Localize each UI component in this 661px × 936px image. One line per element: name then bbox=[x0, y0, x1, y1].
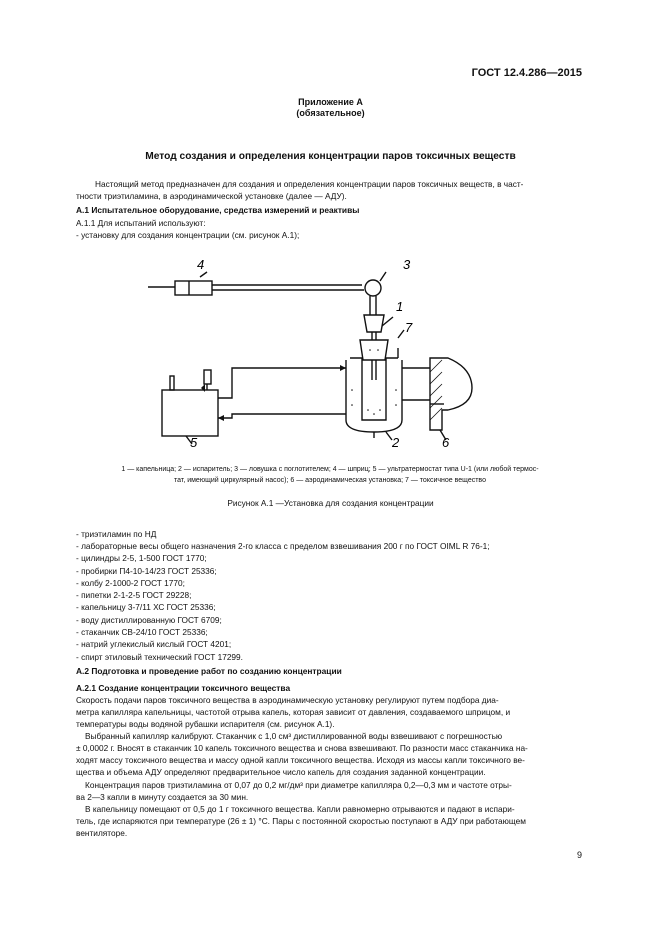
text-line: В капельницу помещают от 0,5 до 1 г токсичного вещества. Капли равномерно отрываются и падают в испари- bbox=[85, 804, 515, 814]
text-line: тель, где испаряются при температуре (26 ± 1) °С. Пары с постоянной скоростью поступают в АДУ при работающем bbox=[76, 816, 526, 826]
tube-return bbox=[218, 414, 346, 418]
label-5: 5 bbox=[190, 435, 198, 450]
tube-supply bbox=[218, 368, 346, 398]
text-line: ходят массу токсичного вещества и массу одной капли токсичного вещества. Исходя из массы капли токсичного ве- bbox=[76, 755, 525, 765]
text-line: метра капилляра капельницы, частотой отрыва капель, которая зависит от давления, создаваемого шприцом, и bbox=[76, 707, 511, 717]
list-item: - триэтиламин по НД bbox=[76, 529, 157, 539]
trap-gauge bbox=[365, 280, 381, 296]
intro-line-2: тности триэтиламина, в аэродинамической установке (далее — АДУ). bbox=[76, 191, 347, 201]
text-line: Скорость подачи паров токсичного вещества в аэродинамическую установку регулируют путем подбора диа- bbox=[76, 695, 499, 705]
figure-title: Рисунок А.1 —Установка для создания концентрации bbox=[227, 498, 434, 508]
text-line: Концентрация паров триэтиламина от 0,07 до 0,2 мг/дм³ при диаметре капилляра 0,2—0,3 мм и частоте отры- bbox=[85, 780, 512, 790]
label-2: 2 bbox=[392, 435, 400, 450]
text-line: ва 2—3 капли в минуту создается за 30 мин. bbox=[76, 792, 249, 802]
section-a1-p1: А.1.1 Для испытаний используют: bbox=[76, 218, 206, 228]
section-a2-heading: А.2 Подготовка и проведение работ по созданию концентрации bbox=[76, 666, 342, 676]
list-item: - колбу 2-1000-2 ГОСТ 1770; bbox=[76, 578, 185, 588]
text-line: температуры воды водяной рубашки испарителя (см. рисунок А.1). bbox=[76, 719, 335, 729]
text-line: щества и объема АДУ определяют предварительное число капель для создания заданной концентрации. bbox=[76, 767, 486, 777]
label-1: 1 bbox=[396, 299, 404, 314]
list-item: - пробирки П4-10-14/23 ГОСТ 25336; bbox=[76, 566, 217, 576]
dropper-top bbox=[364, 315, 384, 332]
label-3: 3 bbox=[403, 257, 411, 272]
standard-number: ГОСТ 12.4.286—2015 bbox=[471, 67, 582, 79]
intro-line-1: Настоящий метод предназначен для создания и определения концентрации паров токсичных веществ, в част- bbox=[95, 179, 524, 189]
section-a1-heading: А.1 Испытательное оборудование, средства измерений и реактивы bbox=[76, 205, 360, 215]
evaporator-jacket bbox=[346, 360, 402, 432]
appendix-status: (обязательное) bbox=[296, 108, 365, 118]
text-line: вентиляторе. bbox=[76, 828, 128, 838]
figure-caption-line-2: тат, имеющий циркулярный насос); 6 — аэродинамическая установка; 7 — токсичное вещество bbox=[174, 477, 486, 484]
text-line: ± 0,0002 г. Вносят в стаканчик 10 капель токсичного вещества и снова взвешивают. По разности масс стаканчика на- bbox=[76, 743, 528, 753]
list-item: - стаканчик СВ-24/10 ГОСТ 25336; bbox=[76, 627, 208, 637]
page-number: 9 bbox=[576, 850, 582, 860]
dropper-funnel bbox=[360, 340, 388, 360]
label-6: 6 bbox=[442, 435, 450, 450]
thermometer bbox=[170, 376, 174, 390]
list-item: - натрий углекислый кислый ГОСТ 4201; bbox=[76, 639, 232, 649]
ultrathermostat bbox=[162, 390, 218, 436]
figure-caption-line-1: 1 — капельница; 2 — испаритель; 3 — ловушка с поглотителем; 4 — шприц; 5 — ультратермостат типа U-1 (или любой термос- bbox=[121, 466, 539, 473]
list-item: - лабораторные весы общего назначения 2-го класса с пределом взвешивания 200 г по ГОСТ OIML R 76-1; bbox=[76, 541, 490, 551]
list-item: - капельницу 3-7/11 ХС ГОСТ 25336; bbox=[76, 602, 216, 612]
syringe-barrel bbox=[175, 281, 212, 295]
label-4: 4 bbox=[197, 257, 205, 272]
evaporator-outlet bbox=[402, 368, 430, 400]
list-item: - спирт этиловый технический ГОСТ 17299. bbox=[76, 652, 243, 662]
list-item: - пипетки 2-1-2-5 ГОСТ 29228; bbox=[76, 590, 192, 600]
list-item: - цилиндры 2-5, 1-500 ГОСТ 1770; bbox=[76, 553, 207, 563]
evaporator-inner bbox=[350, 358, 398, 420]
section-a21-heading: А.2.1 Создание концентрации токсичного вещества bbox=[76, 683, 291, 693]
aerodynamic-unit bbox=[430, 358, 472, 430]
main-title: Метод создания и определения концентрации паров токсичных веществ bbox=[145, 151, 516, 162]
thermostat-pump bbox=[204, 370, 211, 384]
text-line: Выбранный капилляр калибруют. Стаканчик с 1,0 см³ дистиллированной воды взвешивают с погрешностью bbox=[85, 731, 503, 741]
appendix-title: Приложение А bbox=[298, 97, 363, 107]
label-7: 7 bbox=[405, 320, 413, 335]
list-item: - воду дистиллированную ГОСТ 6709; bbox=[76, 615, 222, 625]
section-a1-p2: - установку для создания концентрации (см. рисунок А.1); bbox=[76, 230, 300, 240]
